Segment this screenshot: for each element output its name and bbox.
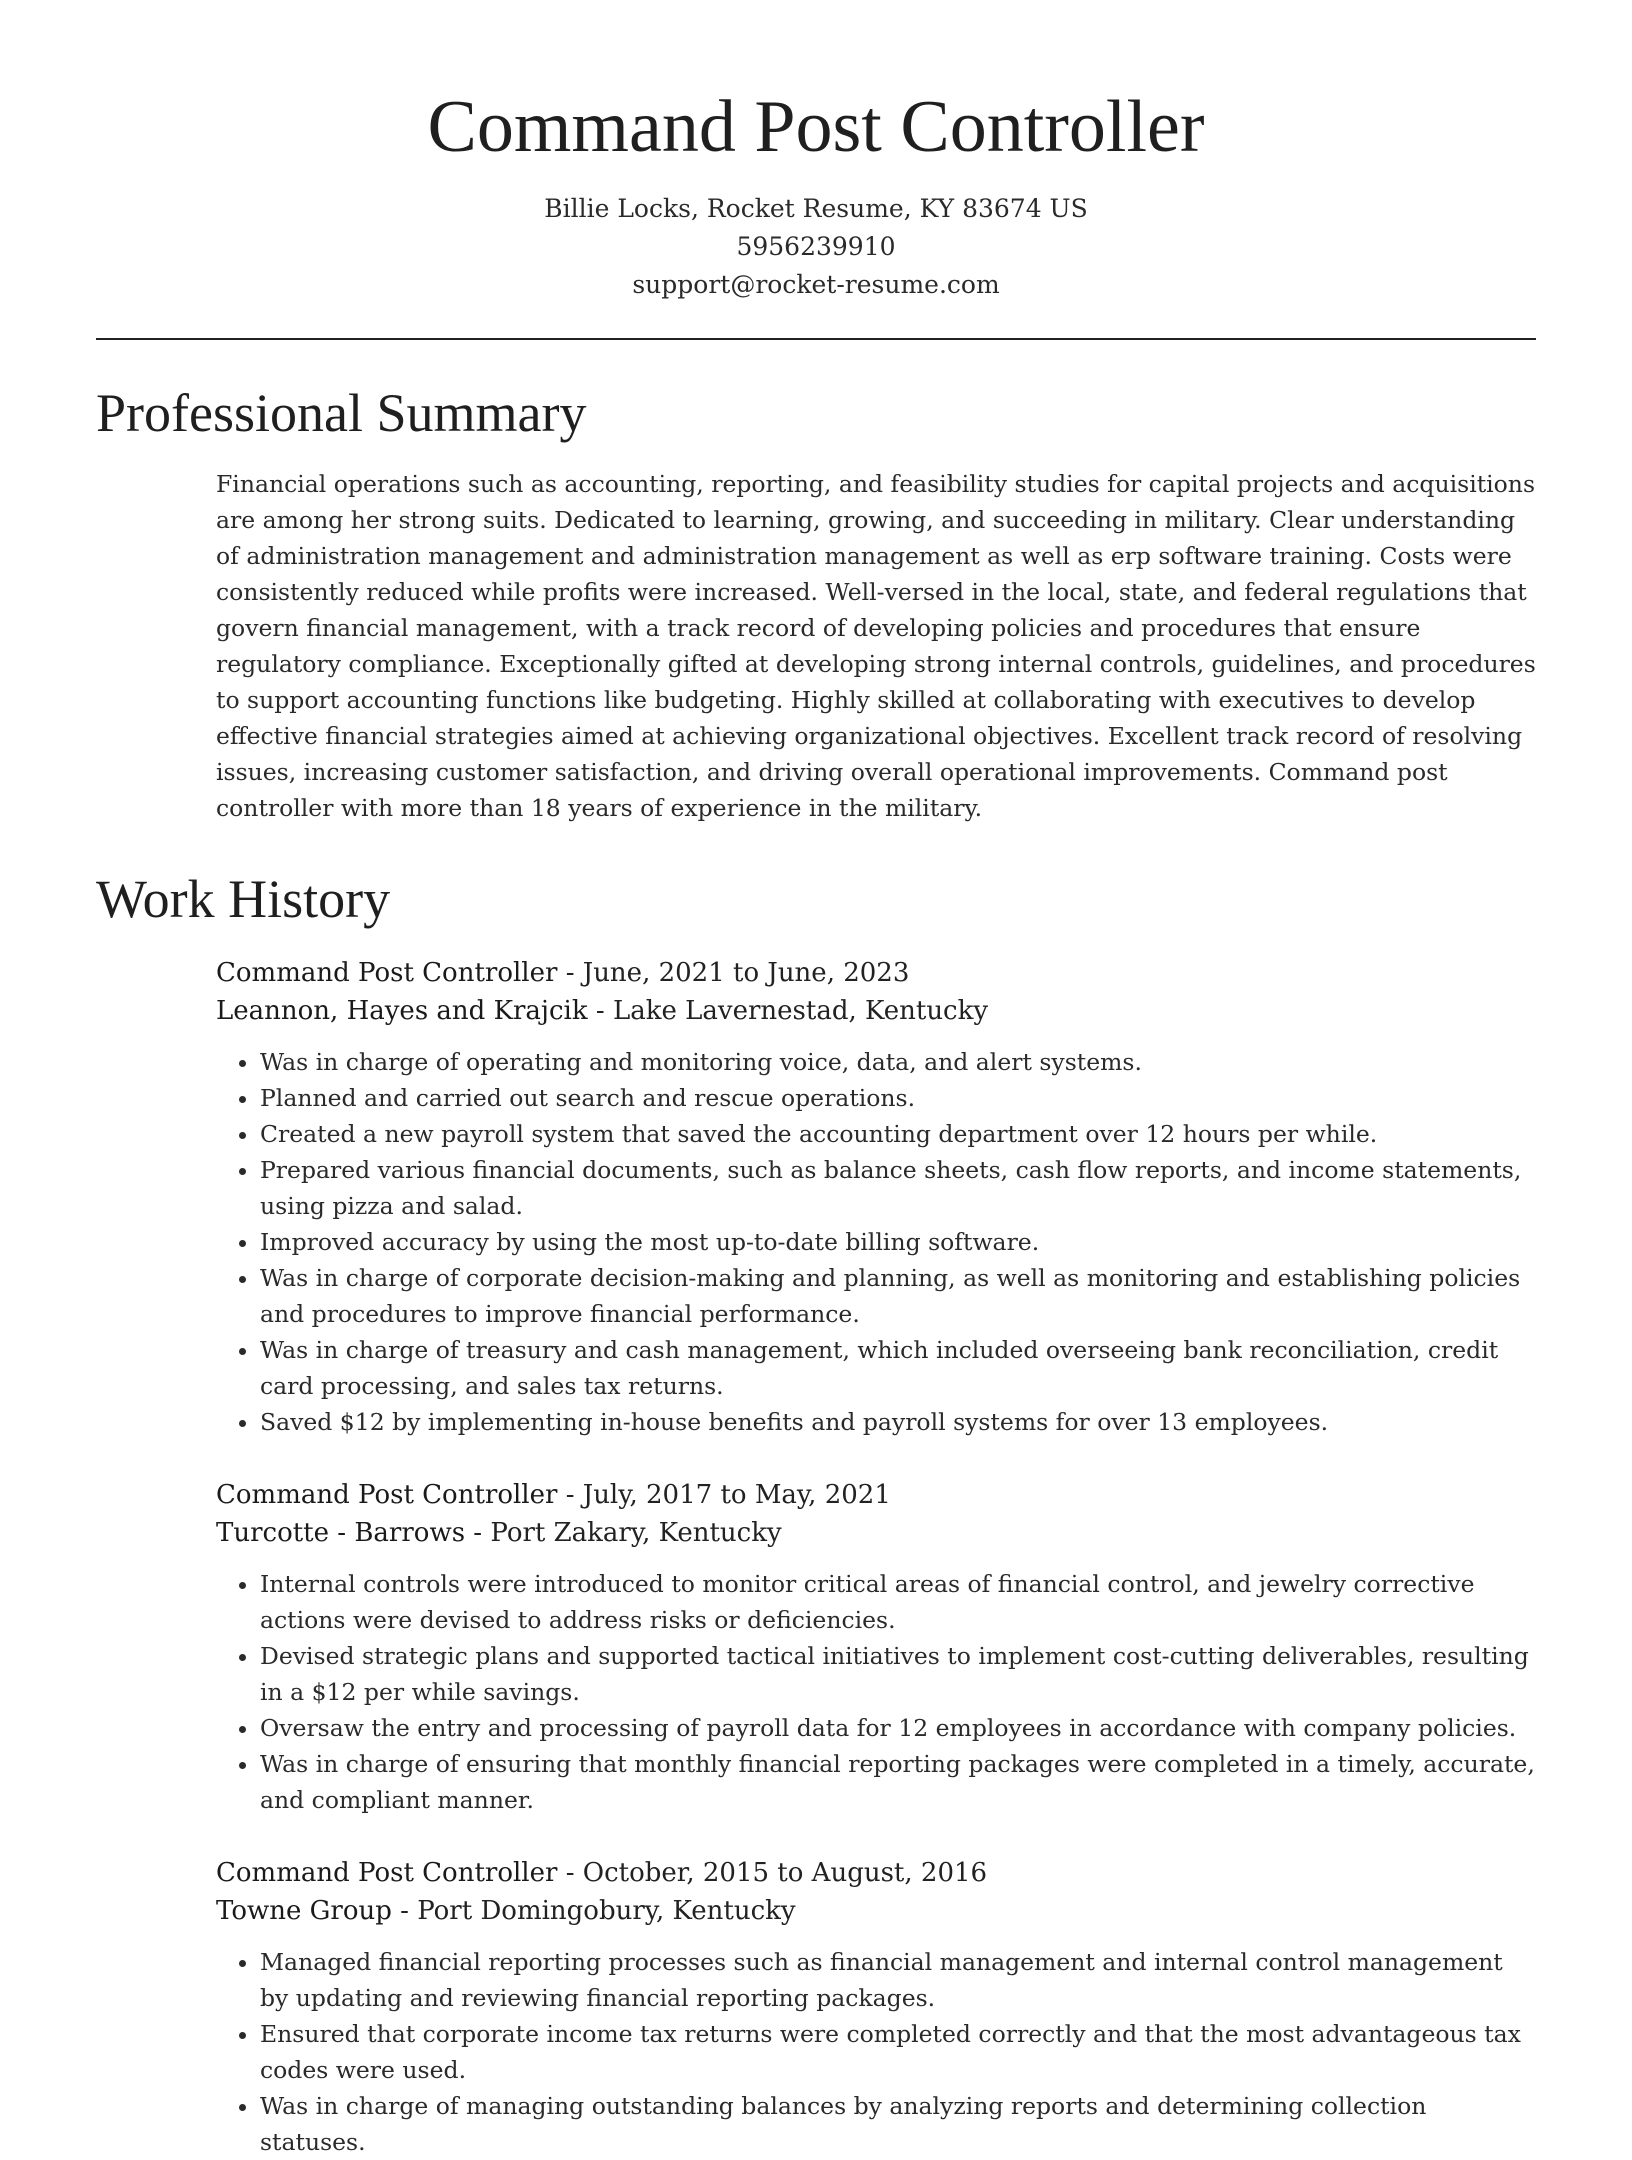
job-separator: - [587, 996, 613, 1026]
job-dates: October, 2015 to August, 2016 [582, 1858, 988, 1888]
summary-text: Financial operations such as accounting, reporting, and feasibility studies for capital projects and acquisitions are among her strong suits. Dedicated to learning, growing, and succeeding in military. Clear understanding of administration management and administration management as well as erp software training. Costs were consistently reduced while profits were increased. Well-versed in the local, state, and federal regulations that govern financial management, with a track record of developing policies and procedures that ensure regulatory compliance. Exceptionally gifted at developing strong internal controls, guidelines, and procedures to support accounting functions like budgeting. Highly skilled at collaborating with executives to develop effective financial strategies aimed at achieving organizational objectives. Excellent track record of resolving issues, increasing customer satisfaction, and driving overall operational improvements. Command post controller with more than 18 years of experience in the military. [216, 470, 1536, 822]
job-separator: - [465, 1518, 491, 1548]
summary-heading: Professional Summary [96, 383, 587, 443]
job-title-line [216, 954, 1536, 992]
job-company: Leannon, Hayes and Krajcik [216, 996, 588, 1026]
resume-title: Command Post Controller [427, 86, 1205, 168]
job-bullet: • Saved $12 by implementing in-house benefits and payroll systems for over 13 employees. [260, 1404, 1536, 1440]
job-company-line [216, 1514, 1536, 1552]
job-title: Command Post Controller [216, 1858, 558, 1888]
job-bullet: • Was in charge of managing outstanding balances by analyzing reports and determining collection statuses. [260, 2088, 1536, 2160]
job-bullets [216, 1566, 1536, 1818]
job-title-line [216, 1854, 1536, 1892]
job-bullet: • Created a new payroll system that saved the accounting department over 12 hours per while. [260, 1116, 1536, 1152]
job-title: Command Post Controller [216, 1480, 558, 1510]
job-location: Port Zakary, Kentucky [490, 1518, 782, 1548]
job-bullet: • Devised strategic plans and supported tactical initiatives to implement cost-cutting deliverables, resulting in a $12 per while savings. [260, 1638, 1536, 1710]
job-separator: - [557, 958, 583, 988]
job-title: Command Post Controller [216, 958, 558, 988]
job-location: Port Domingobury, Kentucky [417, 1896, 796, 1926]
job-bullet: • Was in charge of corporate decision-making and planning, as well as monitoring and establishing policies and procedures to improve financial performance. [260, 1260, 1536, 1332]
job-bullet: • Prepared various financial documents, such as balance sheets, cash flow reports, and income statements, using pizza and salad. [260, 1152, 1536, 1224]
job-entry [216, 1854, 1536, 2160]
job-bullet: • Internal controls were introduced to monitor critical areas of financial control, and jewelry corrective actions were devised to address risks or deficiencies. [260, 1566, 1536, 1638]
job-location: Lake Lavernestad, Kentucky [612, 996, 989, 1026]
job-company-line [216, 992, 1536, 1030]
job-bullets [216, 1044, 1536, 1440]
job-bullet: • Was in charge of ensuring that monthly financial reporting packages were completed in a timely, accurate, and compliant manner. [260, 1746, 1536, 1818]
job-bullets [216, 1944, 1536, 2160]
job-bullet: • Planned and carried out search and rescue operations. [260, 1080, 1536, 1116]
job-list [216, 954, 1536, 2160]
job-bullet: • Managed financial reporting processes such as financial management and internal control management by updating and reviewing financial reporting packages. [260, 1944, 1536, 2016]
job-separator: - [557, 1480, 583, 1510]
contact-address: Billie Locks, Rocket Resume, KY 83674 US [544, 194, 1088, 223]
job-entry [216, 954, 1536, 1440]
job-company: Turcotte - Barrows [216, 1518, 466, 1548]
contact-phone: 5956239910 [736, 232, 896, 261]
contact-block [96, 190, 1536, 304]
header-divider [96, 338, 1536, 340]
job-separator: - [557, 1858, 583, 1888]
job-bullet: • Ensured that corporate income tax returns were completed correctly and that the most advantageous tax codes were used. [260, 2016, 1536, 2088]
job-company-line [216, 1892, 1536, 1930]
job-separator: - [391, 1896, 418, 1926]
job-bullet: • Was in charge of operating and monitoring voice, data, and alert systems. [260, 1044, 1536, 1080]
job-entry [216, 1476, 1536, 1818]
job-bullet: • Improved accuracy by using the most up-to-date billing software. [260, 1224, 1536, 1260]
job-title-line [216, 1476, 1536, 1514]
job-bullet: • Was in charge of treasury and cash management, which included overseeing bank reconciliation, credit card processing, and sales tax returns. [260, 1332, 1536, 1404]
job-bullet: • Oversaw the entry and processing of payroll data for 12 employees in accordance with company policies. [260, 1710, 1536, 1746]
job-company: Towne Group [216, 1896, 392, 1926]
contact-email: support@rocket-resume.com [632, 270, 1000, 299]
job-dates: July, 2017 to May, 2021 [582, 1480, 891, 1510]
work-history-heading: Work History [96, 869, 391, 929]
job-dates: June, 2021 to June, 2023 [582, 958, 910, 988]
